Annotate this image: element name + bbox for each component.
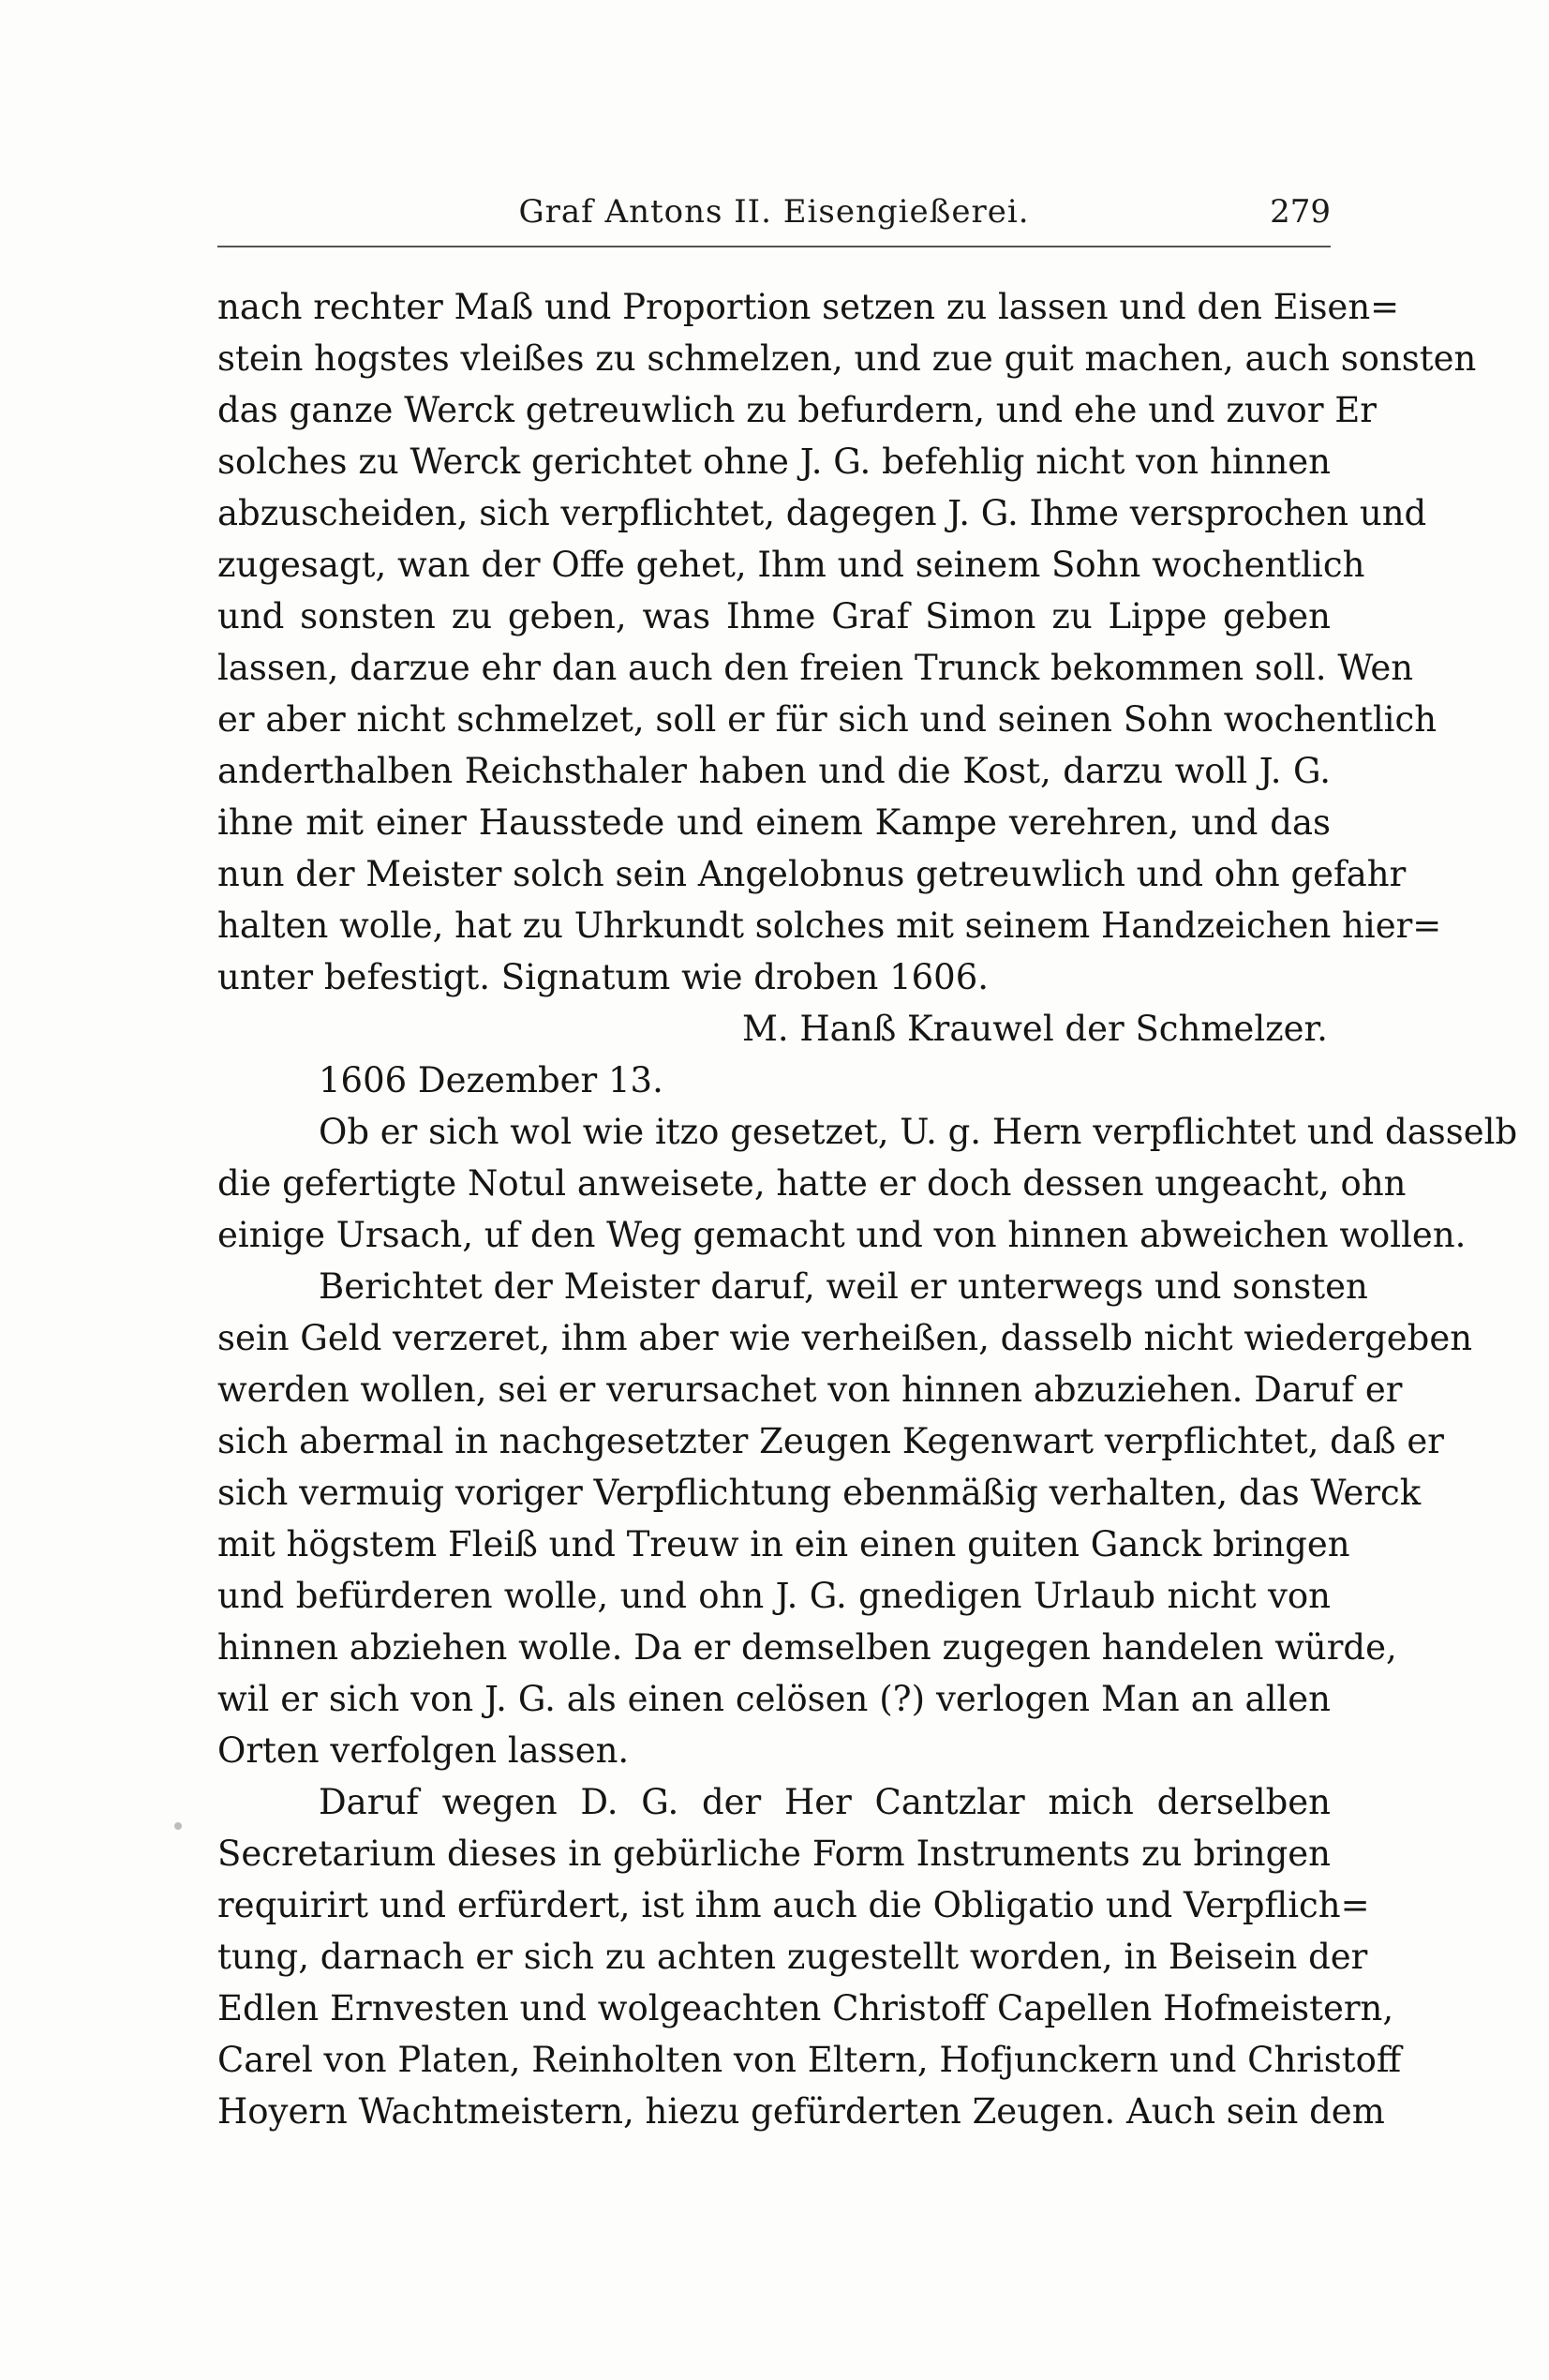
text-line: er aber nicht schmelzet, soll er für sich und seinen Sohn wochentlich [217,699,1437,740]
text-line: requirirt und erfürdert, ist ihm auch die Obligatio und Verpflich= [217,1885,1370,1925]
text-line: hinnen abziehen wolle. Da er demselben zugegen handelen würde, [217,1627,1397,1668]
text-line: mit högstem Fleiß und Treuw in ein einen guiten Ganck bringen [217,1524,1350,1564]
page-body [217,281,1518,2137]
running-title: Graf Antons II. Eisengießerei. [518,193,1030,231]
text-line: werden wollen, sei er verursachet von hinnen abzuziehen. Daruf er [217,1370,1403,1410]
header-rule [217,246,1331,247]
date-heading: 1606 Dezember 13. [319,1060,663,1100]
text-line: sich abermal in nachgesetzter Zeugen Kegenwart verpflichtet, daß er [217,1421,1444,1461]
text-line: nun der Meister solch sein Angelobnus getreuwlich und ohn gefahr [217,854,1407,894]
page-number: 279 [1270,193,1331,231]
text-line: die gefertigte Notul anweisete, hatte er doch dessen ungeacht, ohn [217,1163,1407,1204]
text-line: zugesagt, wan der Offe gehet, Ihm und seinem Sohn wochentlich [217,545,1365,585]
text-line: und sonsten zu geben, was Ihme Graf Simon zu Lippe geben [217,596,1331,636]
text-line: sich vermuig voriger Verpflichtung ebenmäßig verhalten, das Werck [217,1473,1422,1513]
text-line: Orten verfolgen lassen. [217,1730,630,1771]
text-line: Carel von Platen, Reinholten von Eltern, Hofjunckern und Christoff [217,2040,1402,2080]
text-line: unter befestigt. Signatum wie droben 1606. [217,957,990,997]
text-line: solches zu Werck gerichtet ohne J. G. befehlig nicht von hinnen [217,442,1331,482]
margin-mark [174,1822,182,1830]
text-line: sein Geld verzeret, ihm aber wie verheißen, dasselb nicht wiedergeben [217,1318,1473,1358]
text-line: Secretarium dieses in gebürliche Form Instruments zu bringen [217,1834,1331,1874]
text-line: Ob er sich wol wie itzo gesetzet, U. g. Hern verpflichtet und dasselb [319,1112,1518,1152]
signature-line: M. Hanß Krauwel der Schmelzer. [742,1009,1328,1049]
text-line: ihne mit einer Hausstede und einem Kampe verehren, und das [217,802,1331,843]
page-header [217,187,1331,244]
text-line: Edlen Ernvesten und wolgeachten Christoff Capellen Hofmeistern, [217,1988,1394,2028]
text-line: Hoyern Wachtmeistern, hiezu gefürderten Zeugen. Auch sein dem [217,2091,1385,2132]
text-line: einige Ursach, uf den Weg gemacht und von hinnen abweichen wollen. [217,1215,1467,1255]
text-line: tung, darnach er sich zu achten zugestellt worden, in Beisein der [217,1937,1368,1977]
text-line: wil er sich von J. G. als einen celösen (?) verlogen Man an allen [217,1679,1331,1719]
text-line: halten wolle, hat zu Uhrkundt solches mit seinem Handzeichen hier= [217,906,1442,946]
text-line: Daruf wegen D. G. der Her Cantzlar mich derselben [319,1782,1331,1822]
text-line: stein hogstes vleißes zu schmelzen, und zue guit machen, auch sonsten [217,338,1477,379]
text-line: und befürderen wolle, und ohn J. G. gnedigen Urlaub nicht von [217,1576,1331,1616]
text-line: nach rechter Maß und Proportion setzen zu lassen und den Eisen= [217,287,1400,327]
text-line: abzuscheiden, sich verpflichtet, dagegen J. G. Ihme versprochen und [217,493,1427,533]
text-line: das ganze Werck getreuwlich zu befurdern, und ehe und zuvor Er [217,390,1377,430]
text-line: anderthalben Reichsthaler haben und die Kost, darzu woll J. G. [217,751,1331,791]
text-line: lassen, darzue ehr dan auch den freien Trunck bekommen soll. Wen [217,648,1414,688]
text-line: Berichtet der Meister daruf, weil er unterwegs und sonsten [319,1266,1368,1307]
